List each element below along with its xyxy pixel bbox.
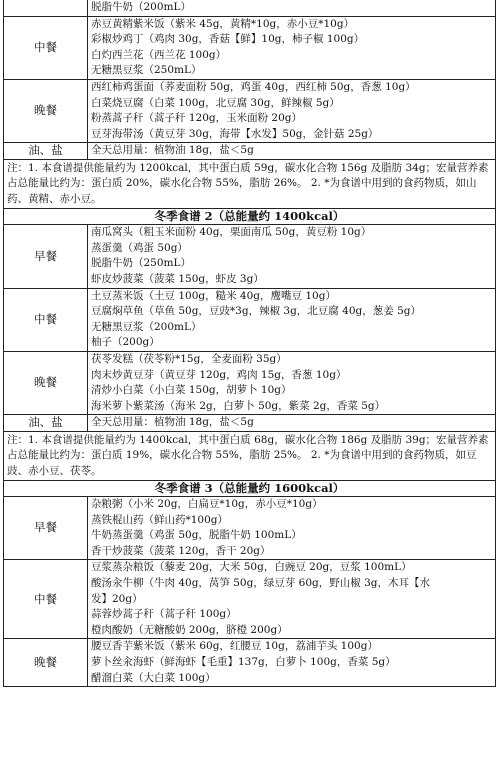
menu3-dinner-row — [4, 639, 496, 687]
list-item: 豆腐焖草鱼（草鱼 50g，豆豉*3g，辣椒 3g，北豆腐 40g，葱姜 5g） — [91, 305, 421, 318]
item-list — [88, 288, 496, 351]
meal-label: 晚餐 — [4, 639, 88, 687]
oil-salt-value: 全天总用量：植物油 18g，盐＜5g — [88, 143, 496, 160]
menu3-lunch-row — [4, 560, 496, 639]
menu2-breakfast-row — [4, 225, 496, 288]
meal-label: 晚餐 — [4, 351, 88, 414]
list-item: 蒜蓉炒蒿子秆（蒿子秆 100g） — [91, 608, 237, 621]
meal-label: 晚餐 — [4, 79, 88, 142]
menu2-lunch-row — [4, 288, 496, 351]
menu-note: 注：1. 本食谱提供能量约为 1200kcal，其中蛋白质 59g，碳水化合物 156g 及脂肪 34g；宏量营养素占总能量比约为：蛋白质 20%，碳水化合物 55%，脂肪 26%。 2. *为食谱中用到的食药物质，如山药、黄精、赤小豆。 — [4, 159, 496, 208]
list-item: 蒸蛋羹（鸡蛋 50g） — [91, 241, 188, 254]
menu1-oil-salt-row — [4, 143, 496, 160]
menu2-note-row — [4, 431, 496, 480]
item-list — [88, 560, 496, 639]
list-item: 西红柿鸡蛋面（荞麦面粉 50g，鸡蛋 40g，西红柿 50g，香葱 10g） — [91, 80, 416, 93]
menu2-title-row — [4, 209, 496, 225]
list-item: 白灼西兰花（西兰花 100g） — [91, 48, 227, 61]
list-item: 牛奶蒸蛋羹（鸡蛋 50g，脱脂牛奶 100mL） — [91, 529, 302, 542]
list-item: 白菜烧豆腐（白菜 100g，北豆腐 30g，鲜辣椒 5g） — [91, 96, 340, 109]
list-item: 彩椒炒鸡丁（鸡肉 30g，香菇【鲜】10g，柿子椒 100g） — [91, 33, 365, 46]
oil-salt-value: 全天总用量：植物油 18g，盐＜5g — [88, 415, 496, 432]
meal-label: 早餐 — [4, 225, 88, 288]
list-item: 脱脂牛奶（200mL） — [91, 1, 191, 13]
menu-title: 冬季食谱 3（总能量约 1600kcal） — [4, 481, 496, 497]
item-list — [88, 497, 496, 560]
list-item: 萝卜丝汆海虾（鲜海虾【毛重】137g，白萝卜 100g，香菜 5g） — [91, 656, 396, 669]
list-item: 虾皮炒菠菜（菠菜 150g，虾皮 3g） — [91, 272, 264, 285]
list-item: 清炒小白菜（小白菜 150g，胡萝卜 10g） — [91, 384, 292, 397]
list-item: 杂粮粥（小米 20g，白扁豆*10g，赤小豆*10g） — [91, 498, 323, 511]
oil-salt-label: 油、盐 — [4, 143, 88, 160]
list-item: 无糖黑豆浆（250mL） — [91, 64, 202, 77]
menu3-title-row — [4, 481, 496, 497]
list-item: 豆芽海带汤（黄豆芽 30g，海带【水发】50g，金针菇 25g） — [91, 127, 379, 140]
list-item: 发】20g） — [91, 592, 143, 605]
list-item: 海米萝卜紫菜汤（海米 2g，白萝卜 50g，紫菜 2g，香菜 5g） — [91, 399, 386, 412]
menu1-note-row — [4, 159, 496, 208]
meal-label: 中餐 — [4, 288, 88, 351]
list-item: 无糖黑豆浆（200mL） — [91, 320, 202, 333]
menu2-dinner-row — [4, 351, 496, 414]
item-list — [88, 225, 496, 288]
menu1-breakfast-tail-row — [4, 0, 496, 16]
list-item: 肉末炒黄豆芽（黄豆芽 120g，鸡肉 15g，香葱 10g） — [91, 368, 347, 381]
list-item: 香干炒菠菜（菠菜 120g，香干 20g） — [91, 544, 271, 557]
item-list — [88, 16, 496, 79]
menu2-oil-salt-row — [4, 415, 496, 432]
item-list — [88, 639, 496, 687]
list-item: 茯苓发糕（茯苓粉*15g，全麦面粉 35g） — [91, 352, 287, 365]
oil-salt-label: 油、盐 — [4, 415, 88, 432]
diet-menu-table — [3, 0, 496, 687]
meal-label: 中餐 — [4, 16, 88, 79]
list-item: 醋溜白菜（大白菜 100g） — [91, 671, 216, 684]
list-item: 橙肉酸奶（无糖酸奶 200g，脐橙 200g） — [91, 623, 288, 636]
item-list — [88, 0, 496, 16]
meal-label: 早餐 — [4, 497, 88, 560]
list-item: 豆浆蒸杂粮饭（藜麦 20g，大米 50g，白豌豆 20g，豆浆 100mL） — [91, 561, 412, 574]
menu1-dinner-row — [4, 79, 496, 142]
list-item: 粉蒸蒿子秆（蒿子秆 120g，玉米面粉 20g） — [91, 112, 303, 125]
item-list — [88, 351, 496, 414]
meal-label: 中餐 — [4, 560, 88, 639]
menu-title: 冬季食谱 2（总能量约 1400kcal） — [4, 209, 496, 225]
meal-cell — [4, 0, 88, 16]
list-item: 腰豆香芋紫米饭（紫米 60g，红腰豆 10g，荔浦芋头 100g） — [91, 640, 378, 653]
list-item: 土豆蒸米饭（土豆 100g，糙米 40g，鹰嘴豆 10g） — [91, 289, 336, 302]
item-list — [88, 79, 496, 142]
menu1-lunch-row — [4, 16, 496, 79]
list-item: 酸汤汆牛柳（牛肉 40g，莴笋 50g，绿豆芽 60g，野山椒 3g，木耳【水 — [91, 577, 430, 590]
list-item: 赤豆黄精紫米饭（紫米 45g，黄精*10g，赤小豆*10g） — [91, 17, 355, 30]
list-item: 脱脂牛奶（250mL） — [91, 257, 191, 270]
list-item: 柚子（200g） — [91, 336, 160, 349]
list-item: 南瓜窝头（粗玉米面粉 40g，栗面南瓜 50g，黄豆粉 10g） — [91, 226, 372, 239]
menu-note: 注：1. 本食谱提供能量约为 1400kcal，其中蛋白质 68g，碳水化合物 186g 及脂肪 39g；宏量营养素占总能量比约为：蛋白质 19%，碳水化合物 55%，脂肪 25%。 2. *为食谱中用到的食药物质，如豆豉、赤小豆、茯苓。 — [4, 431, 496, 480]
menu3-breakfast-row — [4, 497, 496, 560]
list-item: 蒸铁棍山药（鲜山药*100g） — [91, 513, 229, 526]
